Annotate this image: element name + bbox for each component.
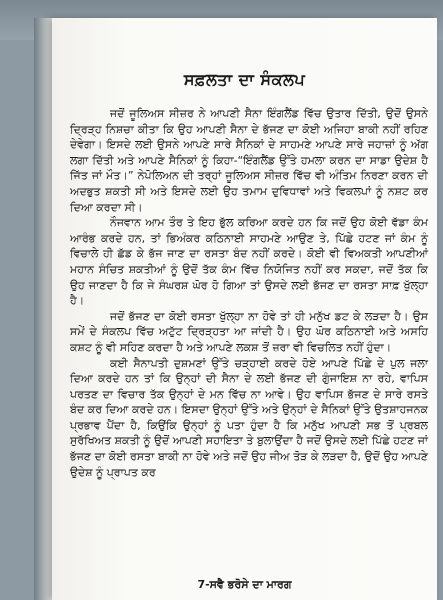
book-spine bbox=[34, 18, 54, 600]
paragraph-1: ਜਦੋਂ ਜੂਲਿਅਸ ਸੀਜ਼ਰ ਨੇ ਆਪਣੀ ਸੈਨਾ ਇੰਗਲੈਂਡ ਵਿੱਚ ਉਤਾਰ ਦਿੱਤੀ, ਉਦੋਂ ਉਸਨੇ ਦ੍ਰਿੜ੍ਹ ਨਿਸ਼ਚਾ ਕੀਤਾ ਕਿ ਉਹ ਆਪਣੀ ਸੈਨਾ ਦੇ ਭੱਜਣ ਦਾ ਕੋਈ ਅਜਿਹਾ ਬਾਕੀ ਨਹੀਂ ਰਹਿਣ ਦੇਵੇਗਾ। ਇਸਦੇ ਲਈ ਉਸਨੇ ਆਪਣੇ ਸਾਰੇ ਸੈਨਿਕਾਂ ਦੇ ਸਾਹਮਣੇ ਆਪਣੇ ਸਾਰੇ ਜਹਾਜ਼ਾਂ ਨੂੰ ਅੱਗ ਲਗਾ ਦਿੱਤੀ ਅਤੇ ਆਪਣੇ ਸੈਨਿਕਾਂ ਨੂੰ ਕਿਹਾ-“ਇੰਗਲੈਂਡ ਉੱਤੇ ਹਮਲਾ ਕਰਨ ਦਾ ਸਾਡਾ ਉਦੇਸ਼ ਹੈ ਜਿੱਤ ਜਾਂ ਮੌਤ।” ਨੇਪੋਲਿਅਨ ਦੀ ਤਰ੍ਹਾਂ ਜੂਲਿਅਸ ਸੀਜ਼ਰ ਵਿੱਚ ਵੀ ਅੰਤਿਮ ਨਿਰਣਾ ਕਰਨ ਦੀ ਅਦਭੁਤ ਸ਼ਕਤੀ ਸੀ ਅਤੇ ਇਸਦੇ ਲਈ ਉਹ ਤਮਾਮ ਦੁਵਿਧਾਵਾਂ ਅਤੇ ਵਿਕਲਪਾਂ ਨੂੰ ਨਸ਼ਟ ਕਰ ਦਿਆ ਕਰਦਾ ਸੀ। bbox=[70, 107, 428, 214]
paragraph-4: ਕਈ ਸੈਨਾਪਤੀ ਦੁਸ਼ਮਣਾਂ ਉੱਤੇ ਚੜ੍ਹਾਈ ਕਰਦੇ ਹੋਏ ਆਪਣੇ ਪਿੱਛੇ ਦੇ ਪੁਲ ਜਲਾ ਦਿਆ ਕਰਦੇ ਹਨ ਤਾਂ ਕਿ ਉਨ੍ਹਾਂ ਦੀ ਸੈਨਾ ਦੇ ਲਈ ਭੱਜਣ ਦੀ ਗੁੰਜਾਇਸ਼ ਨਾ ਰਹੇ, ਵਾਪਿਸ ਪਰਤਣ ਦਾ ਵਿਚਾਰ ਤੱਕ ਉਨ੍ਹਾਂ ਦੇ ਮਨ ਵਿੱਚ ਨਾ ਆਵੇ। ਉਹ ਵਾਪਿਸ ਭੱਜਣ ਦੇ ਸਾਰੇ ਰਸਤੇ ਬੰਦ ਕਰ ਦਿਆ ਕਰਦੇ ਹਨ। ਇਸਦਾ ਉਨ੍ਹਾਂ ਉੱਤੇ ਅਤੇ ਉਨ੍ਹਾਂ ਦੇ ਸੈਨਿਕਾਂ ਉੱਤੇ ਉਤਸ਼ਾਹਜਨਕ ਪ੍ਰਭਾਵ ਪੈਂਦਾ ਹੈ, ਕਿਉਂਕਿ ਉਨ੍ਹਾਂ ਨੂੰ ਪਤਾ ਹੁੰਦਾ ਹੈ ਕਿ ਮਨੁੱਖ ਆਪਣੀ ਸਭ ਤੋਂ ਪ੍ਰਬਲ ਸੁਰੱਖਿਅਤ ਸ਼ਕਤੀ ਨੂੰ ਉਦੋਂ ਆਪਣੀ ਸਹਾਇਤਾ ਤੇ ਬੁਲਾਉਂਦਾ ਹੈ ਜਦੋਂ ਉਸਦੇ ਲਈ ਪਿੱਛੇ ਹਟਣ ਜਾਂ ਭੱਜਣ ਦਾ ਕੋਈ ਰਸਤਾ ਬਾਕੀ ਨਾ ਹੋਵੇ ਅਤੇ ਜਦੋਂ ਉਹ ਜੀਅ ਤੋੜ ਕੇ ਲੜਦਾ ਹੈ, ਉਦੋਂ ਉਹ ਆਪਣੇ ਉਦੇਸ਼ ਨੂੰ ਪ੍ਰਾਪਤ ਕਰ bbox=[70, 356, 428, 479]
paragraph-2: ਨੌਜਵਾਨ ਆਮ ਤੌਰ ਤੇ ਇਹ ਭੁੱਲ ਕਰਿਆ ਕਰਦੇ ਹਨ ਕਿ ਜਦੋਂ ਉਹ ਕੋਈ ਵੱਡਾ ਕੰਮ ਆਰੰਭ ਕਰਦੇ ਹਨ, ਤਾਂ ਭਿਅੰਕਰ ਕਠਿਨਾਈ ਸਾਹਮਣੇ ਆਉਣ ਤੇ, ਪਿੱਛੇ ਹਟਣ ਜਾਂ ਕੰਮ ਨੂੰ ਵਿਚਾਲੇ ਹੀ ਛੱਡ ਕੇ ਭੱਜ ਜਾਣ ਦਾ ਰਸਤਾ ਬੰਦ ਨਹੀਂ ਕਰਦੇ। ਕੋਈ ਵੀ ਵਿਅਕਤੀ ਆਪਣੀਆਂ ਮਹਾਨ ਸੰਚਿਤ ਸ਼ਕਤੀਆਂ ਨੂੰ ਉਦੋਂ ਤੱਕ ਕੰਮ ਵਿੱਚ ਨਿਯੋਜਿਤ ਨਹੀਂ ਕਰ ਸਕਦਾ, ਜਦੋਂ ਤੱਕ ਕਿ ਉਹ ਜਾਣਦਾ ਹੈ ਕਿ ਜੇ ਸੰਘਰਸ਼ ਘੋਰ ਹੋ ਗਿਆ ਤਾਂ ਉਸਦੇ ਲਈ ਭੱਜਣ ਦਾ ਰਸਤਾ ਸਾਫ਼ ਖੁੱਲ੍ਹਾ ਹੈ। bbox=[70, 216, 428, 308]
page-body bbox=[70, 106, 428, 480]
book-page bbox=[52, 18, 437, 600]
paragraph-3: ਜਦੋਂ ਭੱਜਣ ਦਾ ਕੋਈ ਰਸਤਾ ਖੁੱਲ੍ਹਾ ਨਾ ਹੋਵੇ ਤਾਂ ਹੀ ਮਨੁੱਖ ਡਟ ਕੇ ਲੜਦਾ ਹੈ। ਉਸ ਸਮੇਂ ਦੇ ਸੰਕਲਪ ਵਿੱਚ ਅਟੁੱਟ ਦ੍ਰਿੜ੍ਹਤਾ ਆ ਜਾਂਦੀ ਹੈ। ਉਹ ਘੋਰ ਕਠਿਨਾਈ ਅਤੇ ਅਸਹਿ ਕਸ਼ਟ ਨੂੰ ਵੀ ਸਹਿਣ ਕਰਦਾ ਹੈ ਅਤੇ ਆਪਣੇ ਲਕਸ਼ ਤੋਂ ਜ਼ਰਾ ਵੀ ਵਿਚਲਿਤ ਨਹੀਂ ਹੁੰਦਾ। bbox=[70, 309, 428, 354]
page-title: ਸਫ਼ਲਤਾ ਦਾ ਸੰਕਲਪ bbox=[183, 70, 306, 89]
page-footer: 7-ਸਵੈ ਭਰੋਸੇ ਦਾ ਮਾਰਗ bbox=[197, 578, 292, 591]
